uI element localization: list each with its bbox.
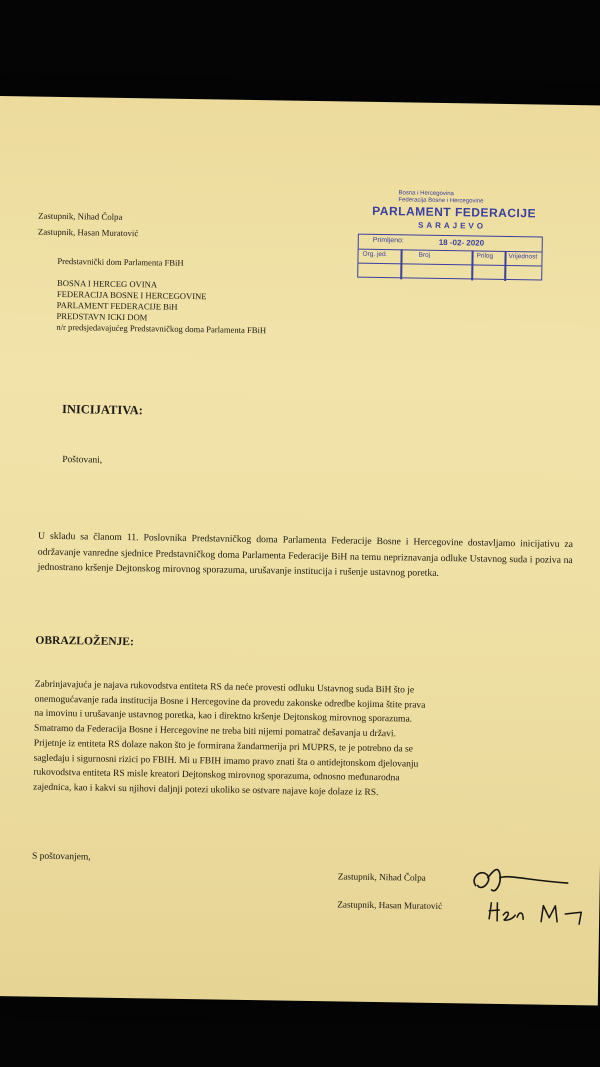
signer-1-name: Zastupnik, Nihad Čolpa	[337, 871, 426, 883]
stamp-divider	[471, 250, 473, 280]
signer-2-name: Zastupnik, Hasan Muratović	[337, 899, 443, 912]
recipient-line: PARLAMENT FEDERACIJE BiH	[56, 299, 178, 312]
recipient-line: FEDERACIJA BOSNE I HERCEGOVINE	[56, 288, 207, 302]
stamp-received-label: Primljeno:	[372, 236, 404, 245]
reason-line: rukovodstva entiteta RS misle kreatori Dejtonskog mirovnog sporazuma, odnosno međunarodna	[33, 767, 400, 784]
reason-line: sagledaju i sigurnosni rizici po FBIH. Mi u FBIH imamo pravo znati šta o antidejtonskom djelovanju	[33, 753, 419, 770]
intro-paragraph: U skladu sa članom 11. Poslovnika Predstavničkog doma Parlamenta Federacije Bosne i Hercegovine dostavljamo inicijativu za održavanje vanredne sjednice Predstavničkog doma Parlamenta Federacije BiH na temu nepriznavanja odluke Ustavnog suda i poziva na jednostrano kršenje Dejtonskog mirovnog sporazuma, urušavanje institucija i rušenje ustavnog poretka.	[37, 530, 574, 580]
salutation: Poštovani,	[62, 455, 103, 466]
sender-line-1: Zastupnik, Nihad Čolpa	[38, 210, 123, 222]
recipient-line: n/r predsjedavajućeg Predstavničkog doma Parlamenta FBiH	[56, 321, 267, 336]
addressee: Predstavnički dom Parlamenta FBiH	[57, 255, 184, 268]
stamp-col-prilog: Prilog	[476, 252, 494, 260]
recipient-line: BOSNA I HERCEG OVINA	[56, 277, 158, 290]
stamp-grid	[357, 234, 543, 281]
parliament-received-stamp	[357, 190, 543, 281]
stamp-city: SARAJEVO	[417, 220, 487, 231]
signature-1-image	[467, 863, 578, 899]
reason-line: Zabrinjavajuća je najava rukovodstva entiteta RS da neće provesti odluku Ustavnog suda BiH što je	[34, 679, 415, 696]
stamp-col-org: Org. jed.	[362, 250, 388, 259]
document-title: INICIJATIVA:	[61, 402, 144, 418]
recipient-line: PREDSTAVN ICKI DOM	[56, 310, 148, 323]
reason-line: Smatramo da Federacija Bosne i Hercegovine ne treba biti nijemi pomatrač dešavanja u državi.	[33, 723, 397, 740]
reason-line: zajednica, kao i kakvi su njihovi daljnji potezi ukoliko se ostvare najave koje dolaze iz RS.	[33, 782, 379, 798]
reason-line: onemogućavanje rada institucija Bosne i Hercegovine da provedu zakonske odredbe kojima štite prava	[34, 694, 426, 711]
stamp-federation: Federacija Bosne i Hercegovine	[398, 197, 484, 205]
stamp-country: Bosna i Hercegovina	[398, 190, 454, 198]
signature-2-image	[485, 899, 585, 931]
reason-line: na imovinu i urušavanje ustavnog poretka, kao i direktno kršenje Dejtonskog mirovnog sporazuma.	[34, 709, 413, 725]
recipient-block	[56, 278, 267, 336]
closing: S poštovanjem,	[31, 851, 91, 863]
reason-heading: OBRAZLOŽENJE:	[35, 634, 134, 649]
reason-paragraph	[33, 678, 555, 804]
stamp-title: PARLAMENT FEDERACIJE	[372, 203, 537, 221]
stamp-divider	[400, 249, 402, 279]
sender-line-2: Zastupnik, Hasan Muratović	[37, 226, 139, 239]
stamp-divider	[504, 251, 506, 281]
reason-line: Prijetnje iz entiteta RS dolaze nakon što je formirana žandarmerija pri MUPRS, te je potrebno da se	[33, 738, 413, 755]
stamp-col-broj: Broj	[418, 251, 431, 259]
stamp-received-date: 18 -02- 2020	[438, 237, 485, 248]
stamp-columns-row	[358, 249, 541, 267]
stamp-col-vrijednost: Vrijednost	[508, 253, 538, 261]
document-paper	[0, 96, 600, 1006]
